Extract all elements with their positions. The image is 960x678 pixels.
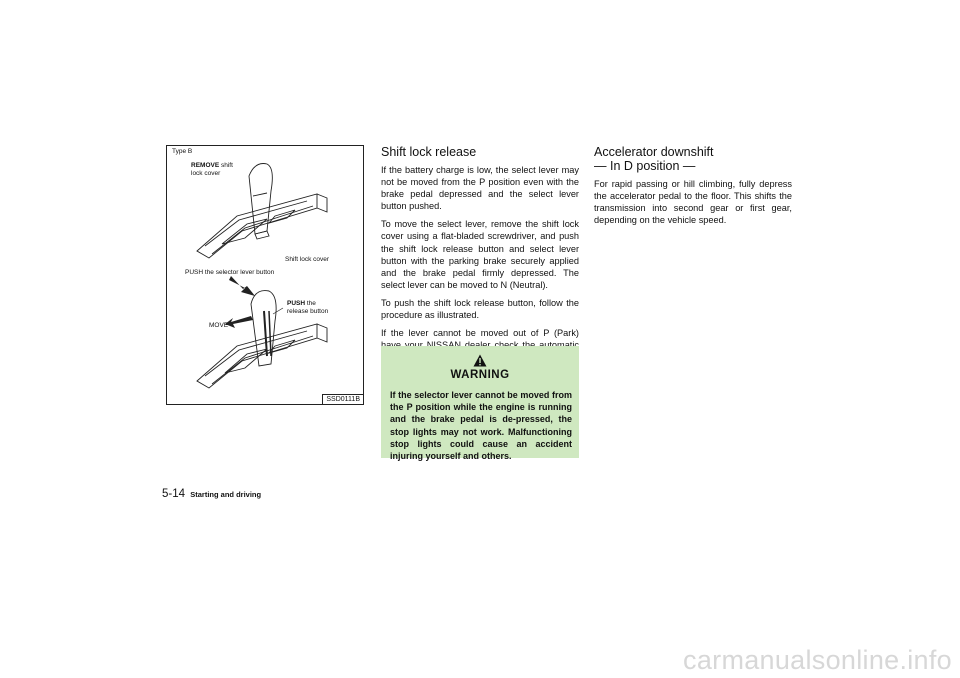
paragraph: For rapid passing or hill climbing, fully depress the accelerator pedal to the floor. This shifts the transmission into second gear or first gear, depending on the vehicle speed. <box>594 179 792 226</box>
warning-triangle-icon <box>473 354 487 367</box>
shift-lock-section <box>381 145 579 369</box>
shift-lock-illustration <box>166 145 364 405</box>
watermark: carmanualsonline.info <box>683 645 952 675</box>
figure-code: SSD0111B <box>322 394 363 404</box>
page-footer <box>162 488 261 500</box>
warning-box <box>381 346 579 462</box>
paragraph: If the lever cannot be moved out of P (Park) <box>381 328 579 339</box>
accelerator-heading: Accelerator downshift — In D position — <box>594 145 714 173</box>
warning-header <box>381 354 579 381</box>
paragraph: To move the select lever, remove the shift lock cover using a flat-bladed screwdriver, and push the shift lock release button and select lever button with the parking brake securely applied and the brake pedal firmly depressed. The select lever can be moved to N (Neutral). <box>381 219 579 290</box>
figure-type-label: Type B <box>172 148 193 155</box>
shift-lock-cover-label: Shift lock cover <box>285 256 330 263</box>
move-label: MOVE <box>209 322 229 329</box>
remove-cover-label: REMOVE shift lock cover <box>191 162 233 177</box>
paragraph: To push the shift lock release button, follow the procedure as illustrated. <box>381 297 579 321</box>
shift-lock-heading: Shift lock release <box>381 145 477 159</box>
push-selector-label: PUSH the selector lever button <box>185 269 275 276</box>
paragraph: If the battery charge is low, the select lever may not be moved from the P position even with the brake pedal depressed and the select lever button pushed. <box>381 165 579 212</box>
page-number: 5-14 <box>162 488 186 500</box>
accelerator-section <box>594 145 792 232</box>
push-release-label: PUSH the release button <box>287 300 329 315</box>
warning-title: WARNING <box>450 369 510 381</box>
section-title: Starting and driving <box>190 490 262 499</box>
warning-text: If the selector lever cannot be moved from the P position while the engine is running and the brake pedal is de-pressed, the stop lights may not work. Malfunctioning stop lights could cause an accident injuring yourself and others. <box>390 390 572 462</box>
